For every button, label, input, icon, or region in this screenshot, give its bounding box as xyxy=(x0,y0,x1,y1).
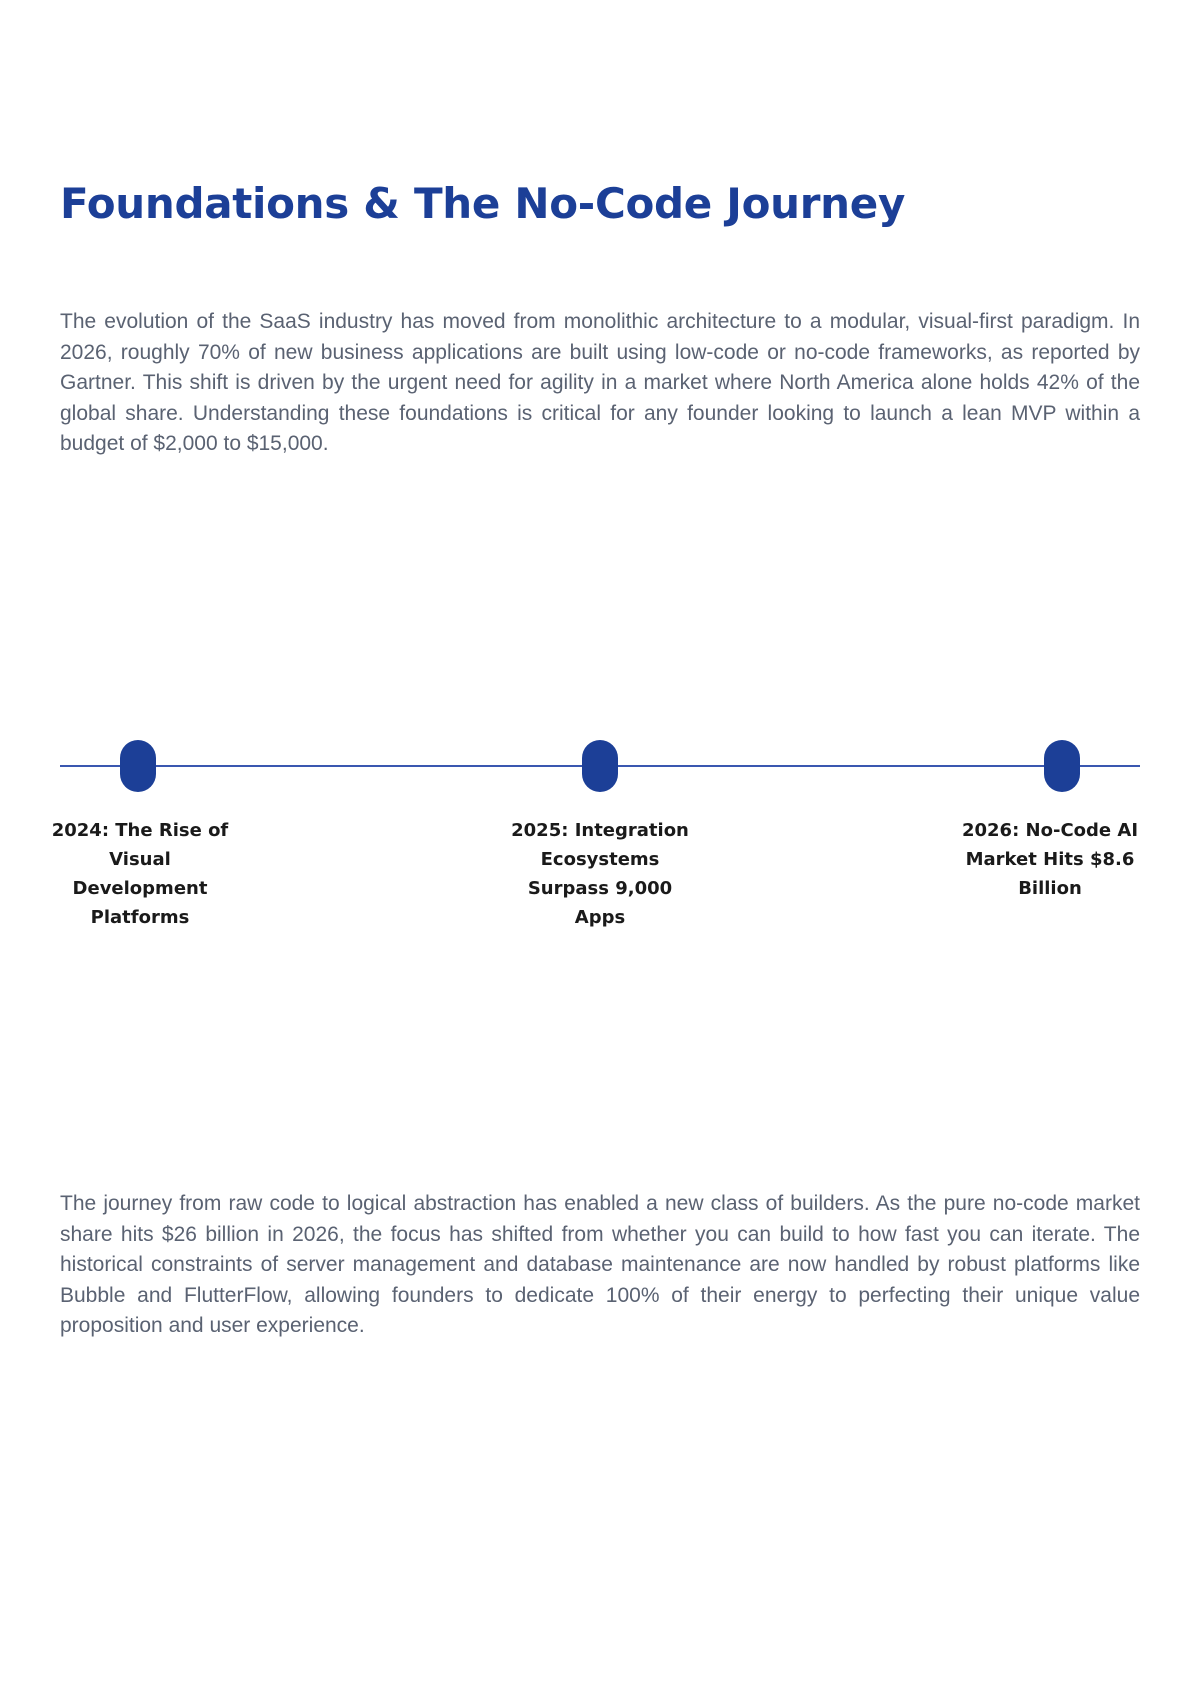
closing-paragraph: The journey from raw code to logical abstraction has enabled a new class of builders. As the pure no-code market share hits $26 billion in 2026, the focus has shifted from whether you can build to how fast you can iterate. The historical constraints of server management and database maintenance are now handled by robust platforms like Bubble and FlutterFlow, allowing founders to dedicate 100% of their energy to perfecting their unique value proposition and user experience. xyxy=(60,1192,1140,1337)
timeline-marker-2025 xyxy=(582,740,618,792)
timeline xyxy=(51,740,1140,940)
timeline-marker-2024 xyxy=(120,740,156,792)
timeline-label-2026: 2026: No-Code AI Market Hits $8.6 Billion xyxy=(961,820,1139,899)
timeline-label-2025: 2025: Integration Ecosystems Surpass 9,000 Apps xyxy=(511,820,689,928)
timeline-label-2024: 2024: The Rise of Visual Development Platforms xyxy=(51,820,229,928)
timeline-marker-2026 xyxy=(1044,740,1080,792)
intro-paragraph: The evolution of the SaaS industry has moved from monolithic architecture to a modular, visual-first paradigm. In 2026, roughly 70% of new business applications are built using low-code or no-code frameworks, as reported by Gartner. This shift is driven by the urgent need for agility in a market where North America alone holds 42% of the global share. Understanding these foundations is critical for any founder looking to launch a lean MVP within a budget of $2,000 to $15,000. xyxy=(60,310,1140,455)
page-title: Foundations & The No-Code Journey xyxy=(60,179,906,228)
